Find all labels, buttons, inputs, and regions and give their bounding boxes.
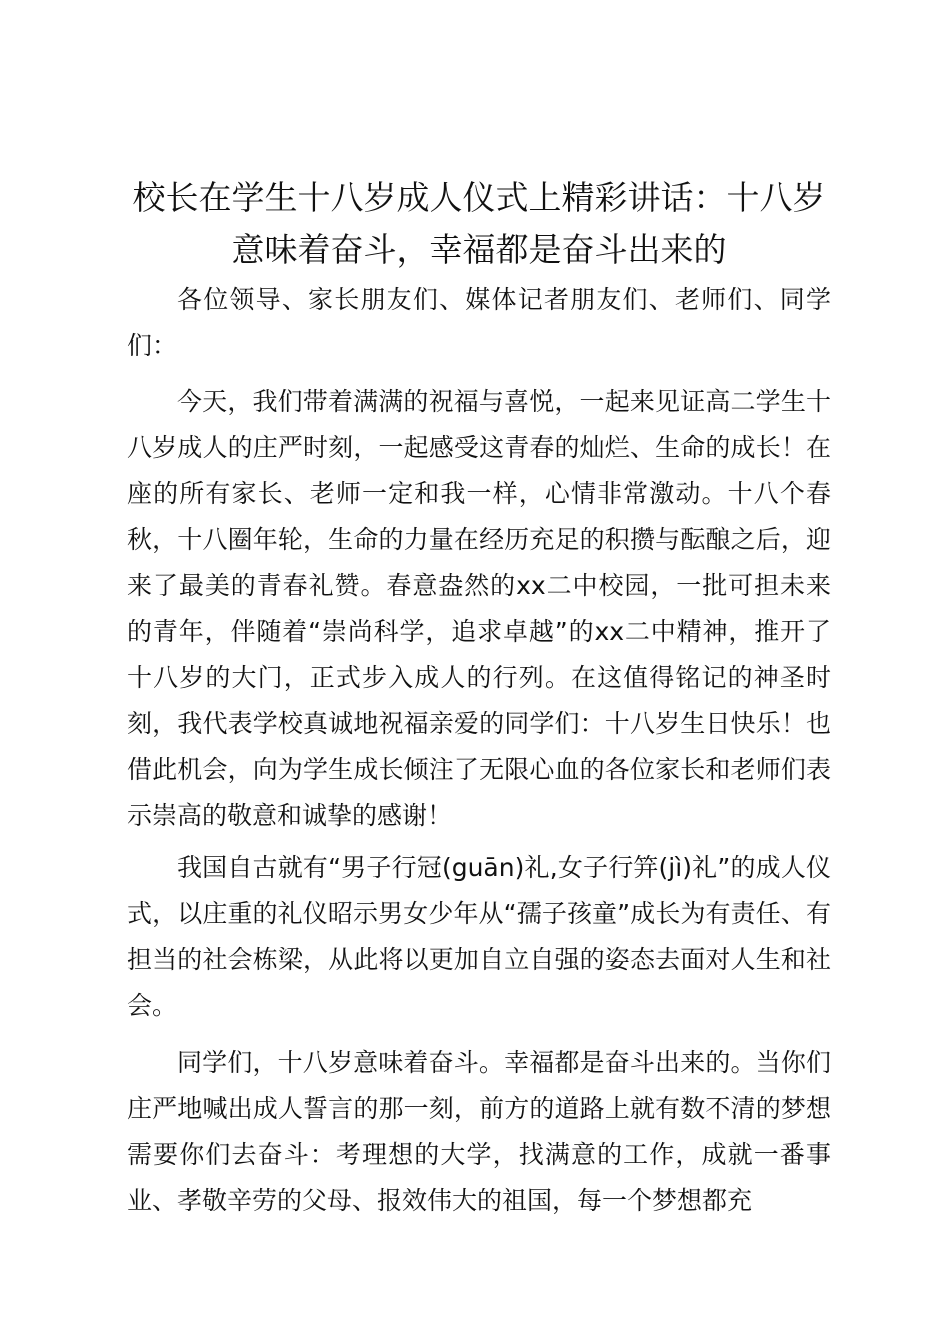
document-content xyxy=(127,172,831,1224)
body-paragraph-2: 我国自古就有“男子行冠(guān)礼,女子行笄(jì)礼”的成人仪式，以庄重的礼仪昭示男女少年从“孺子孩童”成长为有责任、有担当的社会栋梁，从此将以更加自立自强的姿态去面对人生和社会。 xyxy=(127,853,831,1020)
document-title: 校长在学生十八岁成人仪式上精彩讲话：十八岁意味着奋斗，幸福都是奋斗出来的 xyxy=(132,178,826,269)
body-paragraph-3: 同学们，十八岁意味着奋斗。幸福都是奋斗出来的。当你们庄严地喊出成人誓言的那一刻，前方的道路上就有数不清的梦想需要你们去奋斗：考理想的大学，找满意的工作，成就一番事业、孝敬辛劳的父母、报效伟大的祖国，每一个梦想都充 xyxy=(127,1048,831,1215)
salutation-paragraph: 各位领导、家长朋友们、媒体记者朋友们、老师们、同学们： xyxy=(127,285,831,360)
body-paragraph-1: 今天，我们带着满满的祝福与喜悦，一起来见证高二学生十八岁成人的庄严时刻，一起感受这青春的灿烂、生命的成长！在座的所有家长、老师一定和我一样，心情非常激动。十八个春秋，十八圈年轮，生命的力量在经历充足的积攒与酝酿之后，迎来了最美的青春礼赞。春意盎然的xx二中校园，一批可担未来的青年，伴随着“崇尚科学，追求卓越”的xx二中精神，推开了十八岁的大门，正式步入成人的行列。在这值得铭记的神圣时刻，我代表学校真诚地祝福亲爱的同学们：十八岁生日快乐！也借此机会，向为学生成长倾注了无限心血的各位家长和老师们表示崇高的敬意和诚挚的感谢！ xyxy=(127,387,831,830)
